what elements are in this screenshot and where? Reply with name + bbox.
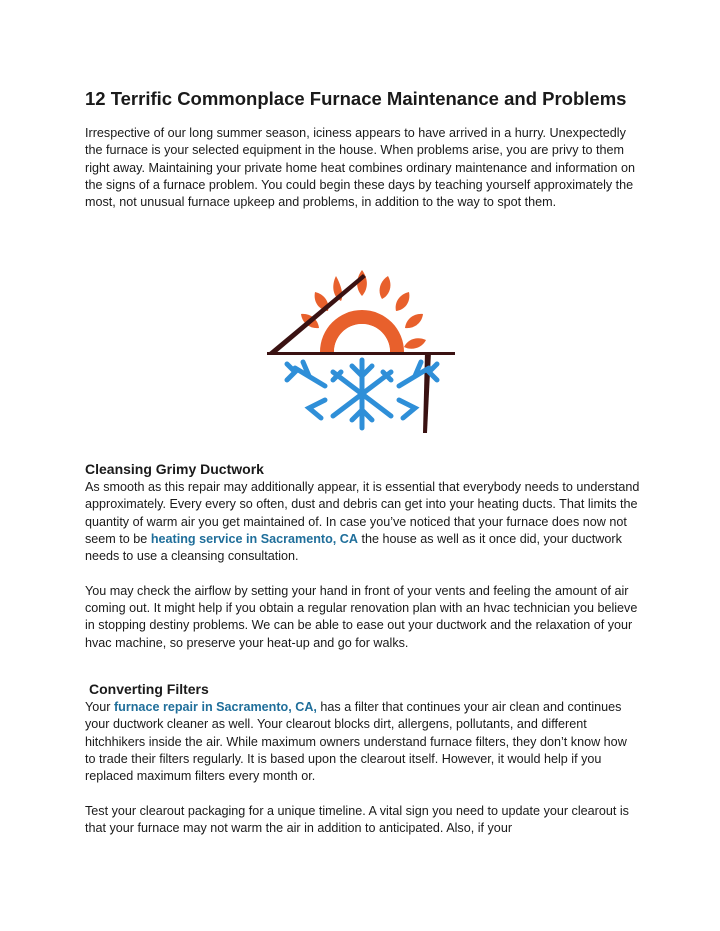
section-paragraph — [85, 699, 640, 785]
paragraph-text: has a filter that continues your air clean and continues your ductwork cleaner as well. Your clearout blocks dirt, allergens, pollutants, and different hitchhikers inside the air. While maximum owners understand furnace filters, they don’t know how to trade their filters regularly. It is based upon the clearout itself. However, it would help if you replaced maximum filters every month or. — [85, 700, 627, 784]
section-paragraph — [85, 479, 640, 565]
paragraph-text: As smooth as this repair may additionally appear, it is essential that everybody needs to understand approximately. Every every so often, dust and debris can get into your heating ducts. That limits the quantity of warm air you get maintained of. In case you’ve noticed that your furnace does now not seem to be — [85, 480, 640, 546]
sun-snowflake-house-logo-icon — [265, 268, 460, 433]
section-heading: Cleansing Grimy Ductwork — [85, 461, 264, 477]
section-paragraph: You may check the airflow by setting your hand in front of your vents and feeling the amount of air coming out. It might help if you obtain a regular renovation plan with an hvac technician you believe in stopping destiny problems. We can be able to ease out your ductwork and the relaxation of your hvac machine, so preserve your heat-up and go for walks. — [85, 583, 638, 650]
section-heading: Converting Filters — [89, 681, 209, 697]
intro-paragraph: Irrespective of our long summer season, iciness appears to have arrived in a hurry. Unexpectedly the furnace is your selected equipment in the house. When problems arise, you are privy to them right away. Maintaining your private home heat combines ordinary maintenance and information on the signs of a furnace problem. You could begin these days by teaching yourself approximately the most, not unusual furnace upkeep and problems, in addition to the way to spot them. — [85, 126, 635, 210]
furnace-repair-link[interactable]: furnace repair in Sacramento, CA, — [113, 700, 317, 714]
section-paragraph: Test your clearout packaging for a unique timeline. A vital sign you need to update your clearout is that your furnace may not warm the air in addition to anticipated. Also, if your — [85, 803, 629, 836]
heating-service-link[interactable]: heating service in Sacramento, CA — [150, 531, 358, 546]
page-title: 12 Terrific Commonplace Furnace Maintenance and Problems — [85, 88, 627, 109]
paragraph-text: the house as well as it once did, your ductwork needs to use a cleansing consultation. — [85, 531, 622, 564]
section-converting-filters — [85, 680, 640, 837]
paragraph-text: Your — [85, 700, 114, 714]
section-cleansing-ductwork — [85, 460, 640, 652]
